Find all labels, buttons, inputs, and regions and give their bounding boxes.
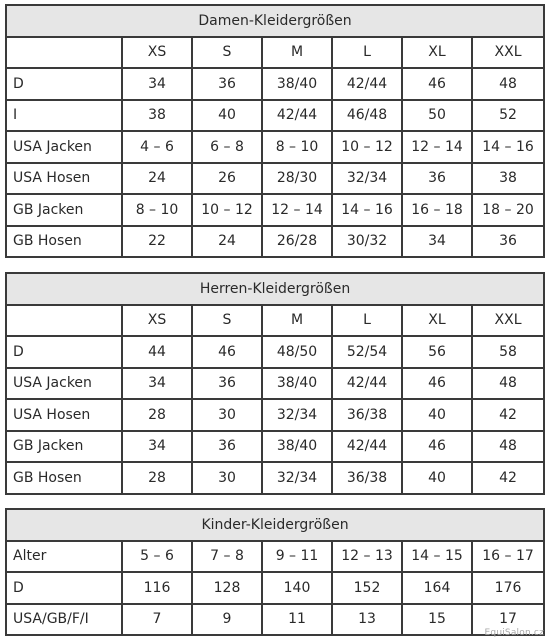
table-cell: 34 [122,68,192,100]
table-cell: 24 [122,163,192,195]
table-cell: 58 [472,336,544,368]
table-cell: 50 [402,100,472,132]
table-cell: 40 [402,462,472,494]
table-cell: 42 [472,399,544,431]
table-cell: 38/40 [262,68,332,100]
size-header-cell: XL [402,305,472,337]
table-cell: 36 [402,163,472,195]
table-cell: 46 [402,368,472,400]
table-cell: 46 [192,336,262,368]
table-cell: 42/44 [262,100,332,132]
size-header-cell: XS [122,305,192,337]
table-cell: 140 [262,572,332,604]
herren-size-table [5,272,545,495]
table-title: Kinder-Kleidergrößen [6,509,544,541]
row-label: Alter [6,541,122,573]
table-cell: 46/48 [332,100,402,132]
table-cell: 14 – 16 [332,194,402,226]
table-cell: 28/30 [262,163,332,195]
table-cell: 52 [472,100,544,132]
table-cell: 42/44 [332,431,402,463]
table-cell: 56 [402,336,472,368]
table-cell: 10 – 12 [332,131,402,163]
table-cell: 34 [402,226,472,258]
table-cell: 4 – 6 [122,131,192,163]
table-row [6,431,544,463]
table-cell: 42 [472,462,544,494]
table-cell: 42/44 [332,68,402,100]
table-cell: 10 – 12 [192,194,262,226]
table-title: Damen-Kleidergrößen [6,5,544,37]
table-cell: 18 – 20 [472,194,544,226]
table-cell: 16 – 17 [472,541,544,573]
table-cell: 48 [472,368,544,400]
table-row [6,541,544,573]
row-label: D [6,68,122,100]
size-header-cell: XXL [472,37,544,69]
table-cell: 9 [192,604,262,636]
row-label: GB Jacken [6,431,122,463]
watermark: EquiSalon.cz [484,628,544,638]
table-cell: 34 [122,431,192,463]
table-cell: 128 [192,572,262,604]
table-row [6,131,544,163]
table-cell: 40 [192,100,262,132]
header-corner-cell [6,37,122,69]
table-row [6,368,544,400]
row-label: USA Hosen [6,399,122,431]
table-cell: 48 [472,431,544,463]
table-cell: 46 [402,431,472,463]
table-cell: 28 [122,462,192,494]
table-cell: 12 – 14 [262,194,332,226]
table-cell: 32/34 [262,399,332,431]
table-cell: 14 – 15 [402,541,472,573]
table-cell: 13 [332,604,402,636]
table-cell: 30/32 [332,226,402,258]
row-label: USA Hosen [6,163,122,195]
table-cell: 42/44 [332,368,402,400]
table-cell: 30 [192,399,262,431]
table-cell: 5 – 6 [122,541,192,573]
table-cell: 30 [192,462,262,494]
size-header-cell: M [262,37,332,69]
table-cell: 16 – 18 [402,194,472,226]
table-cell: 6 – 8 [192,131,262,163]
table-row [6,399,544,431]
table-cell: 36/38 [332,462,402,494]
row-label: USA Jacken [6,368,122,400]
size-header-row [6,305,544,337]
size-header-cell: S [192,305,262,337]
table-cell: 11 [262,604,332,636]
table-cell: 32/34 [262,462,332,494]
table-cell: 164 [402,572,472,604]
table-cell: 48 [472,68,544,100]
table-cell: 48/50 [262,336,332,368]
size-header-cell: XXL [472,305,544,337]
table-row [6,163,544,195]
table-cell: 36 [192,368,262,400]
table-cell: 116 [122,572,192,604]
table-cell: 28 [122,399,192,431]
table-cell: 36/38 [332,399,402,431]
row-label: D [6,572,122,604]
table-row [6,226,544,258]
table-cell: 14 – 16 [472,131,544,163]
table-row [6,194,544,226]
size-header-cell: M [262,305,332,337]
size-header-cell: XL [402,37,472,69]
row-label: GB Hosen [6,462,122,494]
size-header-cell: L [332,37,402,69]
table-cell: 38 [472,163,544,195]
table-cell: 32/34 [332,163,402,195]
table-row [6,336,544,368]
table-cell: 152 [332,572,402,604]
table-cell: 15 [402,604,472,636]
table-cell: 52/54 [332,336,402,368]
damen-size-table [5,4,545,258]
row-label: GB Jacken [6,194,122,226]
table-cell: 36 [472,226,544,258]
header-corner-cell [6,305,122,337]
size-header-row [6,37,544,69]
size-header-cell: XS [122,37,192,69]
table-cell: 44 [122,336,192,368]
table-cell: 34 [122,368,192,400]
table-cell: 22 [122,226,192,258]
table-row [6,100,544,132]
row-label: D [6,336,122,368]
table-cell: 26 [192,163,262,195]
row-label: USA/GB/F/I [6,604,122,636]
table-cell: 7 [122,604,192,636]
size-header-cell: L [332,305,402,337]
table-row [6,68,544,100]
table-cell: 26/28 [262,226,332,258]
table-title: Herren-Kleidergrößen [6,273,544,305]
table-cell: 9 – 11 [262,541,332,573]
size-header-cell: S [192,37,262,69]
table-row [6,572,544,604]
table-cell: 24 [192,226,262,258]
table-cell: 36 [192,431,262,463]
table-cell: 36 [192,68,262,100]
table-row [6,604,544,636]
table-cell: 12 – 13 [332,541,402,573]
table-cell: 40 [402,399,472,431]
row-label: I [6,100,122,132]
table-cell: 8 – 10 [122,194,192,226]
table-cell: 38/40 [262,368,332,400]
table-cell: 46 [402,68,472,100]
table-cell: 17 [472,604,544,636]
row-label: USA Jacken [6,131,122,163]
table-cell: 12 – 14 [402,131,472,163]
table-cell: 38/40 [262,431,332,463]
table-cell: 176 [472,572,544,604]
table-cell: 38 [122,100,192,132]
table-cell: 8 – 10 [262,131,332,163]
row-label: GB Hosen [6,226,122,258]
table-cell: 7 – 8 [192,541,262,573]
table-row [6,462,544,494]
kinder-size-table [5,508,545,636]
